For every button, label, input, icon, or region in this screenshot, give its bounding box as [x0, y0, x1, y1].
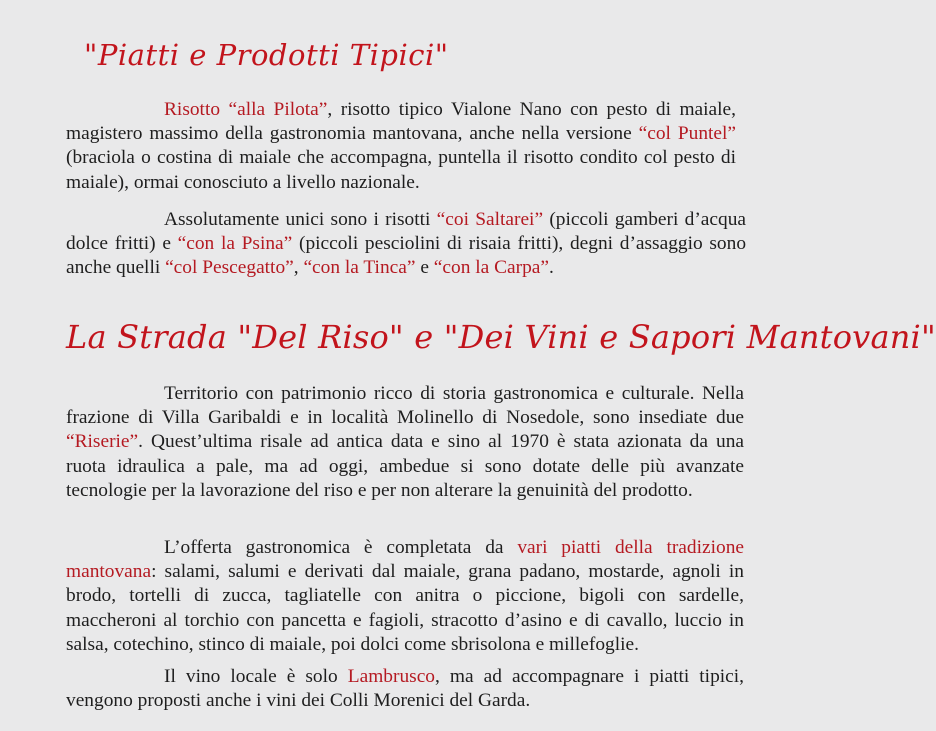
- text-segment: L’offerta gastronomica è completata da: [164, 537, 518, 558]
- text-segment: (braciola o costina di maiale che accompagna, puntella il risotto condito col pesto di maiale), ormai conosciuto a livello nazionale.: [66, 147, 736, 193]
- paragraph-offerta-gastronomica: [66, 536, 744, 657]
- heading-piatti-prodotti-tipici: "Piatti e Prodotti Tipici": [84, 38, 449, 72]
- paragraph-vino-locale: [66, 665, 744, 713]
- highlight-con-la-carpa: “con la Carpa”: [433, 257, 549, 279]
- text-segment: , ma ad accompagnare i piatti tipici, vengono proposti anche i vini dei Colli Morenici del Garda.: [66, 666, 744, 712]
- text-segment: (piccoli gamberi d’acqua dolce fritti) e: [66, 209, 746, 255]
- text-segment: .: [548, 257, 554, 279]
- highlight-con-la-tinca: “con la Tinca”: [303, 257, 416, 279]
- highlight-coi-saltarei: “coi Saltarei”: [436, 209, 544, 230]
- highlight-riserie: “Riserie”: [66, 431, 139, 453]
- highlight-vari-piatti-tradizione: vari piatti della tradizione mantovana: [66, 537, 744, 583]
- text-segment: (piccoli pesciolini di risaia fritti), degni d’assaggio sono anche quelli: [66, 233, 747, 279]
- highlight-col-pescegatto: “col Pescegatto”: [165, 257, 294, 279]
- highlight-lambrusco: Lambrusco: [347, 666, 435, 687]
- text-segment: Assolutamente unici sono i risotti: [164, 209, 437, 230]
- highlight-con-la-psina: “con la Psina”: [177, 233, 293, 255]
- text-segment: ,: [293, 257, 304, 279]
- heading-strada-del-riso: La Strada "Del Riso" e "Dei Vini e Sapori Mantovani": [66, 318, 936, 356]
- text-segment: e: [415, 257, 434, 279]
- text-segment: : salami, salumi e derivati dal maiale, grana padano, mostarde, agnoli in brodo, tortelli di zucca, tagliatelle con anitra o piccione, bigoli con sardelle, maccheroni al torchio con pancetta e fagioli, stracotto d’asino e di cavallo, luccio in salsa, cotechino, stinco di maiale, poi dolci come sbrisolona e millefoglie.: [66, 561, 744, 655]
- paragraph-risotto-pilota: [66, 98, 736, 195]
- text-segment: , risotto tipico Vialone Nano con pesto di maiale, magistero massimo della gastronomia mantovana, anche nella versione: [66, 99, 736, 145]
- text-segment: Territorio con patrimonio ricco di storia gastronomica e culturale. Nella frazione di Villa Garibaldi e in località Molinello di Nosedole, sono insediate due: [66, 383, 744, 429]
- text-segment: Il vino locale è solo: [164, 666, 348, 687]
- highlight-col-puntel: “col Puntel”: [638, 123, 736, 145]
- text-segment: . Quest’ultima risale ad antica data e sino al 1970 è stata azionata da una ruota idraulica a pale, ma ad oggi, ambedue si sono dotate delle più avanzate tecnologie per la lavorazione del riso e per non alterare la genuinità del prodotto.: [66, 431, 744, 501]
- highlight-risotto-alla-pilota: Risotto “alla Pilota”: [164, 99, 328, 120]
- paragraph-territorio: [66, 382, 744, 503]
- paragraph-risotti-unici: [66, 208, 746, 281]
